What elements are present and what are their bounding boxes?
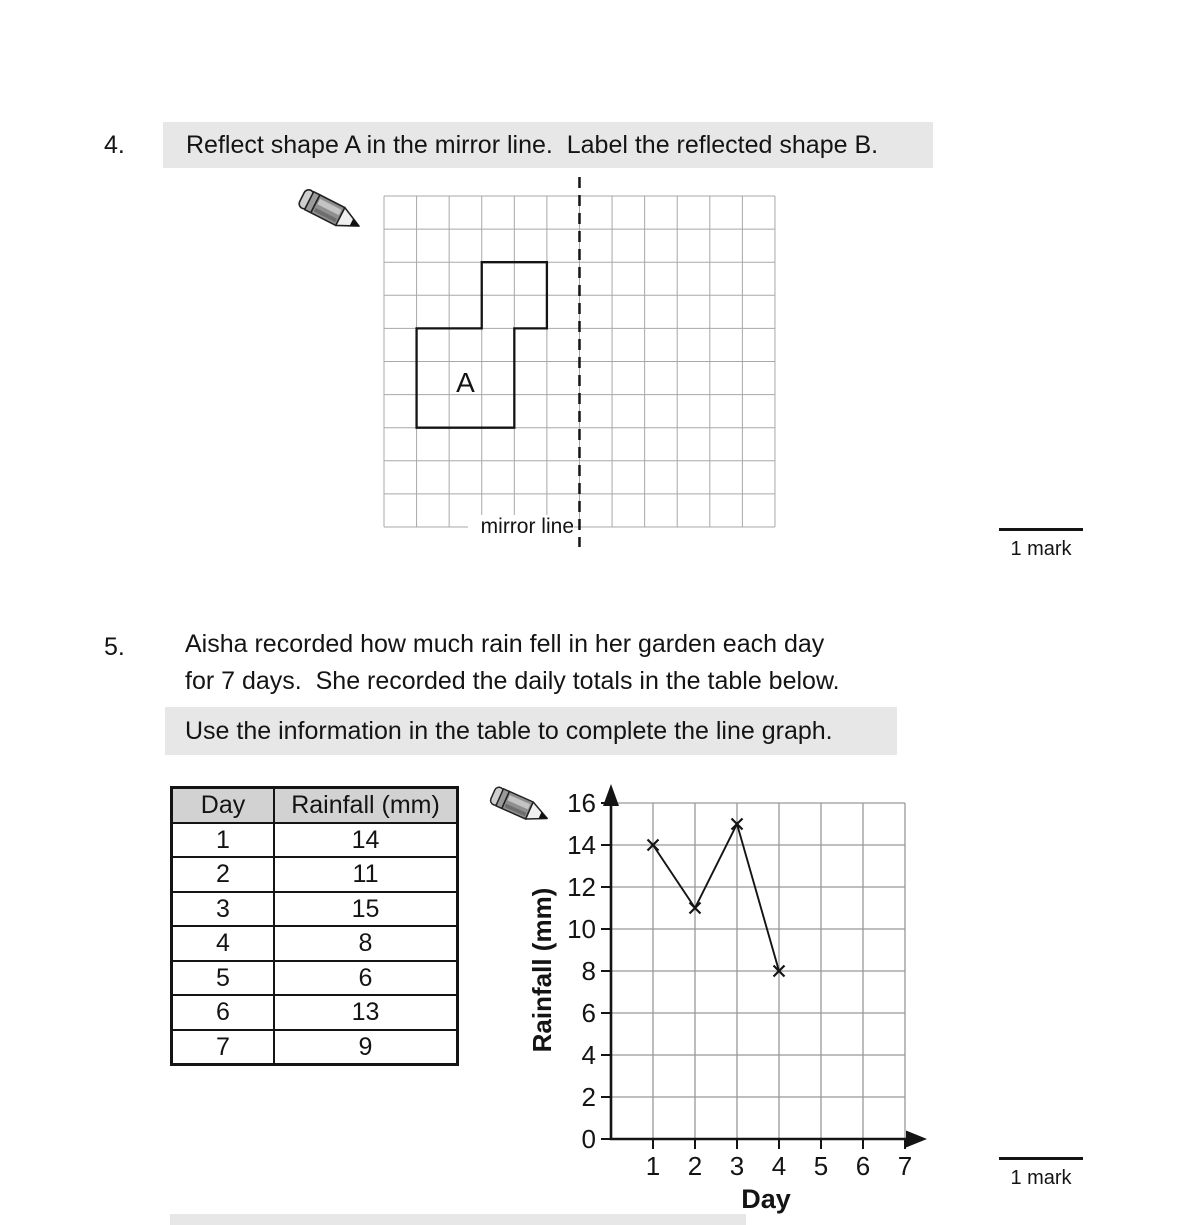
question-5-intro-line-2: for 7 days. She recorded the daily totals in the table below. (185, 667, 840, 695)
y-tick-label: 14 (567, 830, 596, 860)
table-cell: 13 (274, 995, 458, 1030)
table-cell: 6 (172, 995, 275, 1030)
question-4-prompt: Reflect shape A in the mirror line. Label the reflected shape B. (186, 130, 879, 159)
y-tick-label: 12 (567, 872, 596, 902)
question-4-mark-line (999, 528, 1083, 531)
table-row (172, 926, 458, 961)
x-tick-label: 3 (729, 1151, 745, 1181)
table-cell: 9 (274, 1030, 458, 1065)
next-question-highlight-sliver (170, 1214, 746, 1225)
table-row (172, 857, 458, 892)
x-tick-label: 6 (855, 1151, 871, 1181)
question-5-mark-line (999, 1157, 1083, 1160)
table-cell: 1 (172, 823, 275, 858)
table-header-rainfall: Rainfall (mm) (274, 788, 458, 823)
table-cell: 3 (172, 892, 275, 927)
y-tick-label: 10 (567, 914, 596, 944)
y-tick-label: 4 (581, 1040, 596, 1070)
chart-grid (611, 803, 905, 1139)
table-cell: 2 (172, 857, 275, 892)
table-row (172, 961, 458, 996)
x-tick-label: 4 (771, 1151, 787, 1181)
question-5-instruction: Use the information in the table to complete the line graph. (185, 716, 833, 745)
question-4-mark-label: 1 mark (1010, 538, 1072, 560)
question-4-prompt-highlight (163, 122, 933, 168)
rainfall-line-graph (530, 778, 944, 1222)
rainfall-chart-svg[interactable] (530, 778, 944, 1222)
rainfall-table (170, 786, 459, 1066)
table-row (172, 823, 458, 858)
question-4-number: 4. (104, 131, 125, 159)
y-tick-label: 2 (581, 1082, 596, 1112)
table-row (172, 1030, 458, 1065)
x-axis-title: Day (741, 1184, 791, 1214)
y-tick-label: 6 (581, 998, 596, 1028)
table-cell: 15 (274, 892, 458, 927)
tick-labels (567, 788, 912, 1181)
y-tick-label: 0 (581, 1124, 596, 1154)
table-cell: 11 (274, 857, 458, 892)
table-header-row (172, 788, 458, 823)
y-axis-title: Rainfall (mm) (530, 887, 557, 1053)
pencil-icon (296, 183, 374, 231)
reflection-grid (383, 177, 779, 549)
rainfall-table-body (172, 823, 458, 1065)
table-cell: 14 (274, 823, 458, 858)
data-line (653, 824, 779, 971)
question-5-mark-label: 1 mark (1010, 1167, 1072, 1189)
mirror-line-label: mirror line (468, 515, 574, 539)
y-tick-label: 8 (581, 956, 596, 986)
table-row (172, 995, 458, 1030)
table-cell: 6 (274, 961, 458, 996)
question-5-instruction-highlight (165, 707, 897, 755)
reflection-grid-svg[interactable] (383, 177, 779, 549)
question-5-intro-line-1: Aisha recorded how much rain fell in her garden each day (185, 630, 825, 658)
shape-a-label: A (456, 367, 475, 399)
axes (610, 800, 914, 1139)
question-5-number: 5. (104, 633, 125, 661)
y-tick-label: 16 (567, 788, 596, 818)
table-cell: 8 (274, 926, 458, 961)
data-point-crosses (648, 819, 785, 977)
table-cell: 5 (172, 961, 275, 996)
x-tick-label: 2 (687, 1151, 703, 1181)
x-tick-label: 5 (813, 1151, 829, 1181)
table-cell: 7 (172, 1030, 275, 1065)
x-axis-arrow (906, 1131, 927, 1148)
table-header-day: Day (172, 788, 275, 823)
x-tick-label: 7 (897, 1151, 913, 1181)
table-cell: 4 (172, 926, 275, 961)
table-row (172, 892, 458, 927)
x-tick-label: 1 (645, 1151, 661, 1181)
